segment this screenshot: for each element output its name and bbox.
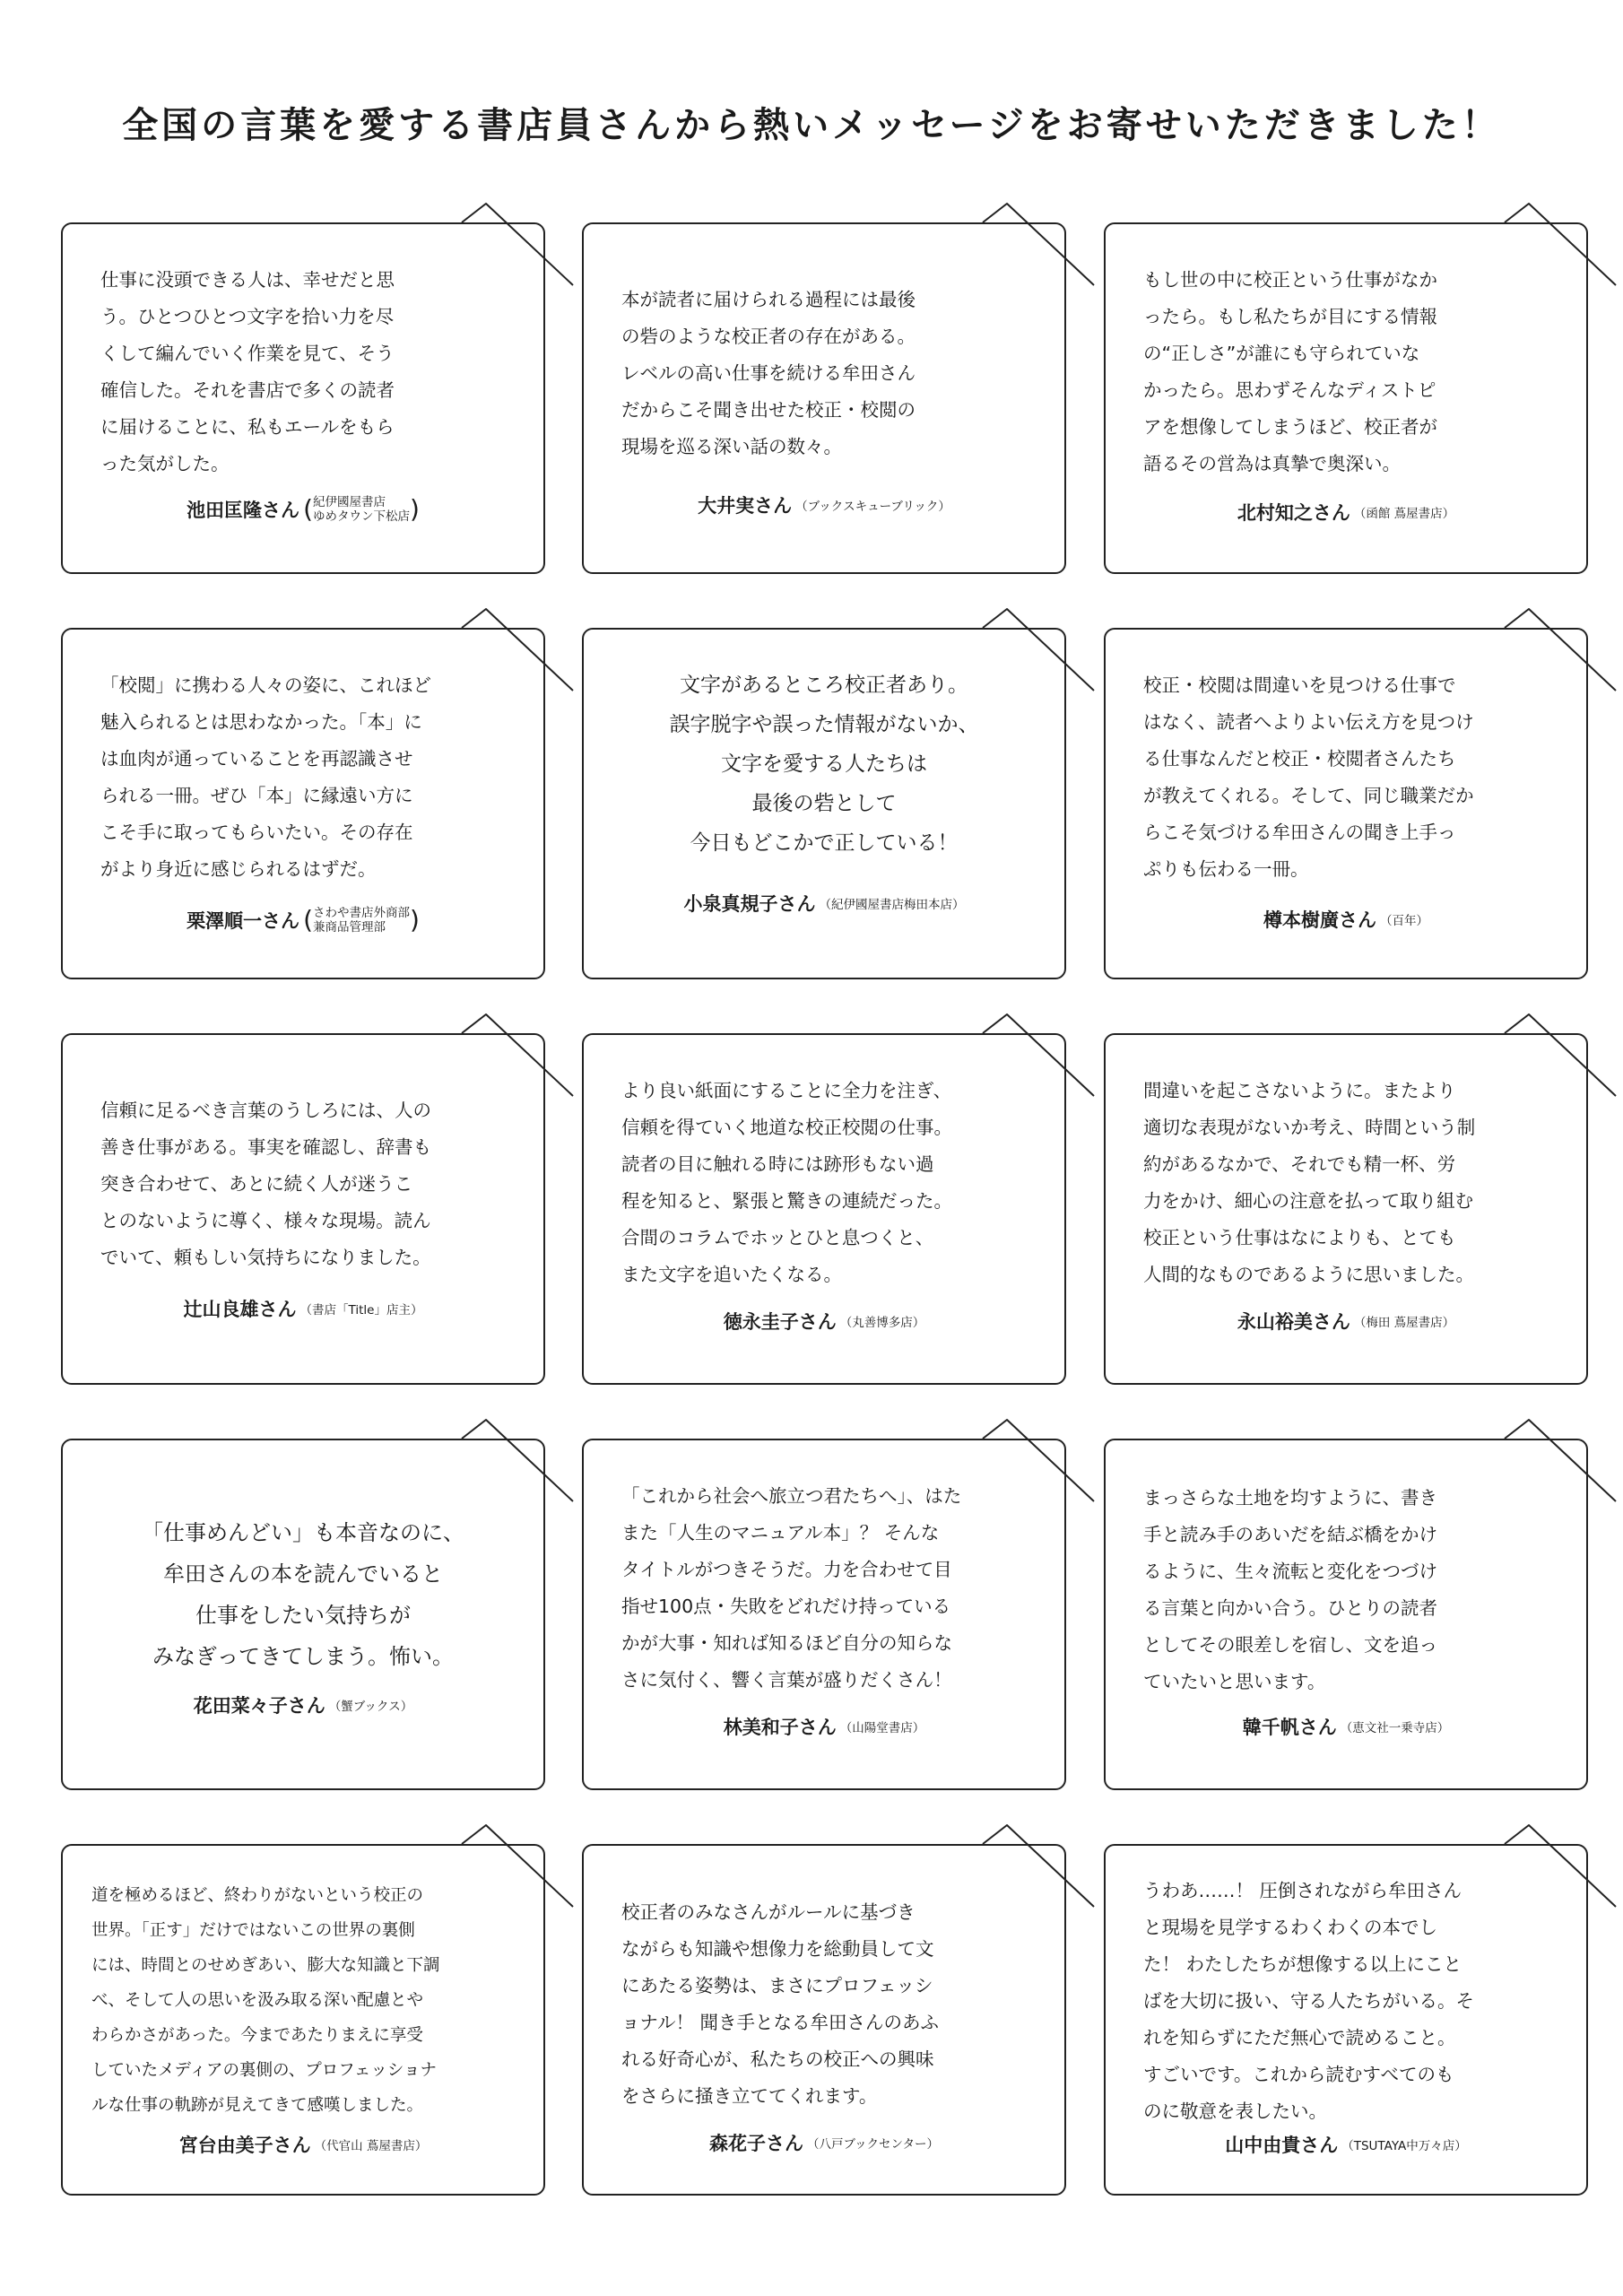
message-card [61, 1439, 545, 1790]
card-tab-decoration [544, 628, 545, 629]
author-affiliation: （梅田 蔦屋書店） [1353, 1316, 1455, 1330]
card-author [602, 1713, 1046, 1740]
card-tab-decoration [1065, 1844, 1066, 1845]
message-grid [61, 222, 1562, 2226]
author-name: 樽本樹廣さん [1263, 909, 1376, 931]
author-affiliation: （丸善博多店） [839, 1316, 925, 1330]
author-affiliation: （八戸ブックセンター） [806, 2137, 939, 2152]
card-quote: 文字があるところ校正者あり。 誤字脱字や誤った情報がないか、 文字を愛する人たちは 最後の砦として 今日もどこかで正している！ [669, 674, 979, 855]
card-author [81, 1692, 525, 1718]
message-card [1104, 222, 1588, 574]
card-quote: 校正・校閲は間違いを見つける仕事で はなく、読者へよりよい伝え方を見つけ る仕事なんだと校正・校閲者さんたち が教えてくれる。そして、同じ職業だか らこそ気づける牟田さんの聞き上手っ ぷりも伝わる一冊。 [1143, 674, 1474, 880]
message-card [582, 628, 1066, 979]
author-affiliation: （ブックスキューブリック） [795, 500, 950, 514]
card-author [81, 906, 525, 935]
card-author [602, 890, 1046, 917]
author-name: 山中由貴さん [1225, 2135, 1339, 2156]
author-name: 池田匡隆さん [187, 500, 300, 521]
author-affiliation: （書店「Title」店主） [299, 1303, 423, 1318]
author-name: 花田菜々子さん [193, 1695, 325, 1717]
author-name: 栗澤順一さん [187, 910, 300, 932]
card-tab-decoration [1065, 1033, 1066, 1034]
card-tab-decoration [1587, 1844, 1588, 1845]
card-tab-decoration [1065, 628, 1066, 629]
card-tab-decoration [1587, 222, 1588, 223]
card-tab-decoration [544, 1033, 545, 1034]
card-author [602, 2129, 1046, 2156]
card-quote: 間違いを起こさないように。またより 適切な表現がないか考え、時間という制 約があるなかで、それでも精一杯、労 力をかけ、細心の注意を払って取り組む 校正という仕事はなによりも、とても 人間的なものであるように思いました。 [1143, 1080, 1476, 1285]
affiliation-line: さわや書店外商部 [313, 906, 410, 920]
author-name: 森花子さん [708, 2133, 803, 2154]
author-affiliation: (紀伊國屋書店 ゆめタウン下松店) [303, 494, 420, 524]
message-card [61, 222, 545, 574]
author-affiliation: （蟹ブックス） [328, 1700, 413, 1714]
card-quote: 道を極めるほど、終わりがないという校正の 世界。「正す」だけではないこの世界の裏側 には、時間とのせめぎあい、膨大な知識と下調 べ、そして人の思いを汲み取る深い配慮とや わらかさがあった。今まであたりまえに享受 していたメディアの裏側の、プロフェッショナ ルな仕事の軌跡が見えてきて感嘆しました。 [91, 1886, 440, 2115]
message-card [1104, 628, 1588, 979]
author-affiliation: （TSUTAYA中万々店） [1341, 2139, 1467, 2153]
message-card [61, 1844, 545, 2196]
card-tab-decoration [1587, 628, 1588, 629]
author-affiliation: （山陽堂書店） [839, 1721, 925, 1735]
card-author [1124, 906, 1568, 933]
message-card [582, 1439, 1066, 1790]
card-quote: 「これから社会へ旅立つ君たちへ」、はた また「人生のマニュアル本」？ そんな タイトルがつきそうだ。力を合わせて目 指せ100点・失敗をどれだけ持っている かが大事・知れば知るほど自分の知らな さに気付く、響く言葉が盛りだくさん！ [621, 1485, 962, 1691]
message-card [582, 222, 1066, 574]
author-affiliation: （恵文社一乗寺店） [1340, 1721, 1450, 1735]
card-quote: うわあ……！ 圧倒されながら牟田さん と現場を見学するわくわくの本でし た！ わたしたちが想像する以上にこと ばを大切に扱い、守る人たちがいる。そ れを知らずにただ無心で読めること。 すごいです。これから読むすべてのも のに敬意を表したい。 [1143, 1880, 1474, 2122]
card-quote: 校正者のみなさんがルールに基づき ながらも知識や想像力を総動員して文 にあたる姿勢は、まさにプロフェッシ ョナル！ 聞き手となる牟田さんのあふ れる好奇心が、私たちの校正への興味 をさらに掻き立ててくれます。 [621, 1901, 939, 2107]
card-author [1124, 1308, 1568, 1335]
card-tab-decoration [1065, 222, 1066, 223]
card-tab-decoration [1587, 1033, 1588, 1034]
card-tab-decoration [544, 222, 545, 223]
affiliation-line: 紀伊國屋書店 [313, 495, 386, 509]
card-author [81, 495, 525, 524]
card-author [81, 1295, 525, 1322]
card-quote: 仕事に没頭できる人は、幸せだと思 う。ひとつひとつ文字を拾い力を尽 くして編んでいく作業を見て、そう 確信した。それを書店で多くの読者 に届けることに、私もエールをもら った気がした。 [100, 269, 395, 474]
author-affiliation: （函館 蔦屋書店） [1353, 507, 1455, 521]
affiliation-line: ゆめタウン下松店 [313, 509, 410, 524]
card-quote: 信頼に足るべき言葉のうしろには、人の 善き仕事がある。事実を確認し、辞書も 突き合わせて、あとに続く人が迷うこ とのないように導く、様々な現場。読ん でいて、頼もしい気持ちになりました。 [100, 1100, 431, 1268]
author-name: 林美和子さん [723, 1717, 837, 1738]
card-quote: 「仕事めんどい」も本音なのに、 牟田さんの本を読んでいると 仕事をしたい気持ちが みなぎってきてしまう。怖い。 [142, 1520, 464, 1669]
affiliation-line: 兼商品管理部 [313, 920, 386, 935]
author-name: 北村知之さん [1237, 502, 1350, 524]
card-quote: より良い紙面にすることに全力を注ぎ、 信頼を得ていく地道な校正校閲の仕事。 読者の目に触れる時には跡形もない過 程を知ると、緊張と驚きの連続だった。 合間のコラムでホッとひと息つくと、 また文字を追いたくなる。 [621, 1080, 952, 1285]
card-author [602, 1308, 1046, 1335]
author-name: 宮台由美子さん [178, 2135, 311, 2156]
author-name: 徳永圭子さん [723, 1311, 837, 1333]
author-affiliation: （紀伊國屋書店梅田本店） [819, 898, 965, 912]
author-affiliation: (さわや書店外商部 兼商品管理部 ) [303, 905, 420, 935]
author-name: 大井実さん [698, 495, 793, 517]
card-author [81, 2131, 525, 2158]
message-card [582, 1033, 1066, 1385]
card-author [1124, 2131, 1568, 2158]
message-card [1104, 1033, 1588, 1385]
card-quote: まっさらな土地を均すように、書き 手と読み手のあいだを結ぶ橋をかけ るように、生々流転と変化をつづけ る言葉と向かい合う。ひとりの読者 としてその眼差しを宿し、文を追っ ていたいと思います。 [1143, 1487, 1437, 1692]
message-card [61, 628, 545, 979]
author-affiliation: （百年） [1380, 914, 1428, 928]
author-name: 韓千帆さん [1242, 1717, 1337, 1738]
card-quote: 本が読者に届けられる過程には最後 の砦のような校正者の存在がある。 レベルの高い仕事を続ける牟田さん だからこそ聞き出せた校正・校閲の 現場を巡る深い話の数々。 [621, 289, 916, 457]
card-author [602, 491, 1046, 518]
card-quote: 「校閲」に携わる人々の姿に、これほど 魅入られるとは思わなかった。「本」に は血肉が通っていることを再認識させ られる一冊。ぜひ「本」に縁遠い方に こそ手に取ってもらいたい。その存在 がより身近に感じられるはずだ。 [100, 674, 431, 880]
message-card [1104, 1439, 1588, 1790]
page-headline: 全国の言葉を愛する書店員さんから熱いメッセージをお寄せいただきました！ [122, 105, 1501, 146]
author-name: 小泉真規子さん [683, 893, 816, 915]
card-author [1124, 499, 1568, 526]
message-card [1104, 1844, 1588, 2196]
author-name: 辻山良雄さん [183, 1299, 297, 1320]
message-card [582, 1844, 1066, 2196]
author-name: 永山裕美さん [1237, 1311, 1350, 1333]
card-author [1124, 1713, 1568, 1740]
card-tab-decoration [544, 1844, 545, 1845]
card-quote: もし世の中に校正という仕事がなか ったら。もし私たちが目にする情報 の“正しさ”が誰にも守られていな かったら。思わずそんなディストピ アを想像してしまうほど、校正者が 語るその営為は真摯で奥深い。 [1143, 269, 1437, 474]
message-card [61, 1033, 545, 1385]
author-affiliation: （代官山 蔦屋書店） [314, 2139, 428, 2153]
